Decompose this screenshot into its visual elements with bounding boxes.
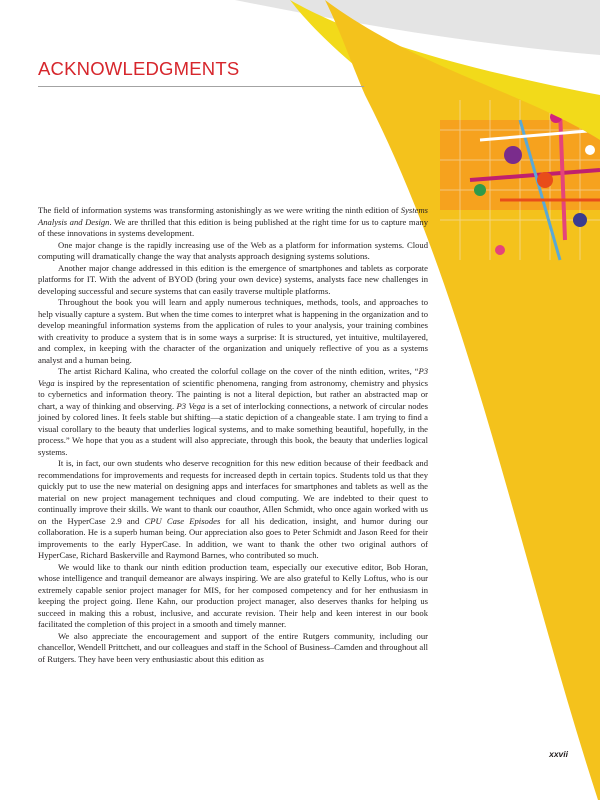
grey-swoosh (235, 0, 600, 55)
text-run: The field of information systems was transforming astonishingly as we were writing the ninth edition of (38, 205, 401, 215)
italic-text: P3 Vega (176, 400, 206, 411)
text-run: The artist Richard Kalina, who created the colorful collage on the cover of the ninth edition, writes, “ (58, 366, 419, 376)
page-number: xxvii (549, 749, 568, 759)
text-run: One major change is the rapidly increasing use of the Web as a platform for information systems. Cloud computing will dramatically change the way that analysts approach designing systems solutions. (38, 239, 428, 261)
text-run: Throughout the book you will learn and apply numerous techniques, methods, tools, and approaches to help visually capture a system. But when the time comes to interpret what is happening in the organization and to develop meaningful information systems from the application of rules to your analysis, your training combines with creativity to produce a system that is in some ways a surprise: It is structured, yet intuitive, multilayered, and complex, in keeping with the character of the organization and uniquely reflective of you as a systems analyst and a human being. (38, 297, 428, 365)
text-run: It is, in fact, our own students who deserve recognition for this new edition because of their feedback and recommendations for improvements and requests for increased depth in certain topics. Students told us that they quickly put to use the new material on designing apps and interfaces for smartphones and tablets as well as the material on new project management techniques and cloud computing. We are indebted to their quest to continually improve their skills. We want to thank our coauthor, Allen Schmidt, who once again worked with us on the HyperCase 2.9 and (38, 458, 428, 526)
text-run: We also appreciate the encouragement and support of the entire Rutgers community, including our chancellor, Wendell Prittchett, and our colleagues and staff in the School of Business–Camden and throughout all of Rutgers. They have been very enthusiastic about this edition as (38, 630, 428, 664)
text-run: is a set of interlocking connections, a network of circular nodes joined by colored lines. It feels stable but shifting—a static depiction of a changeable state. I am trying to find a visual corollary to the beauty that underlies logical systems, and to make something beautiful, hopefully, in the process.” We hope that you as a student will also appreciate, through this book, the beauty that underlies logical systems. (38, 400, 428, 457)
body-text (38, 205, 428, 665)
page-title: ACKNOWLEDGMENTS (38, 58, 240, 79)
paragraph (38, 205, 428, 240)
text-run: for all his dedication, insight, and humor during our collaboration. He is a superb human being. Our appreciation also goes to Peter Schmidt and Jason Reed for their improvements to the early HyperCase. In addition, we want to thank the other two original authors of HyperCase, Richard Baskerville and Raymond Barnes, who contributed so much. (38, 515, 429, 560)
title-divider (38, 86, 364, 87)
paragraph (38, 458, 428, 562)
paragraph (38, 631, 428, 666)
paragraph (38, 366, 428, 458)
italic-text: Systems Analysis and Design (38, 205, 428, 227)
text-run: is inspired by the representation of scientific phenomena, ranging from astronomy, chemistry and physics to cybernetics and information theory. The painting is not a literal depiction, but rather an abstracted map or chart, a way of thinking and observing. (38, 377, 428, 411)
paragraph (38, 240, 428, 263)
text-run: We would like to thank our ninth edition production team, especially our executive editor, Bob Horan, whose intelligence and tranquil demeanor are always inspiring. We are also grateful to Kelly Loftus, who is our extremely capable senior project manager for MIS, for her composed competency and for her enthusiasm in keeping the project going. Ilene Kahn, our production project manager, also deserves thanks for helping us succeed in making this a robust, inclusive, and accurate revision. Their help and keen interest in our book facilitated the completion of this project in a smooth and timely manner. (38, 561, 428, 629)
paragraph (38, 562, 428, 631)
italic-text: P3 Vega (38, 366, 428, 388)
text-run: Another major change addressed in this edition is the emergence of smartphones and tablets as corporate platforms for IT. With the advent of BYOD (bring your own device) systems, analysts face new challenges in developing successful and secure systems that can easily traverse multiple platforms. (38, 262, 428, 296)
paragraph (38, 263, 428, 298)
paragraph (38, 297, 428, 366)
text-run: . We are thrilled that this edition is being published at the right time for us to capture many of these innovations in systems development. (38, 216, 428, 238)
italic-text: CPU Case Episodes (144, 515, 221, 526)
